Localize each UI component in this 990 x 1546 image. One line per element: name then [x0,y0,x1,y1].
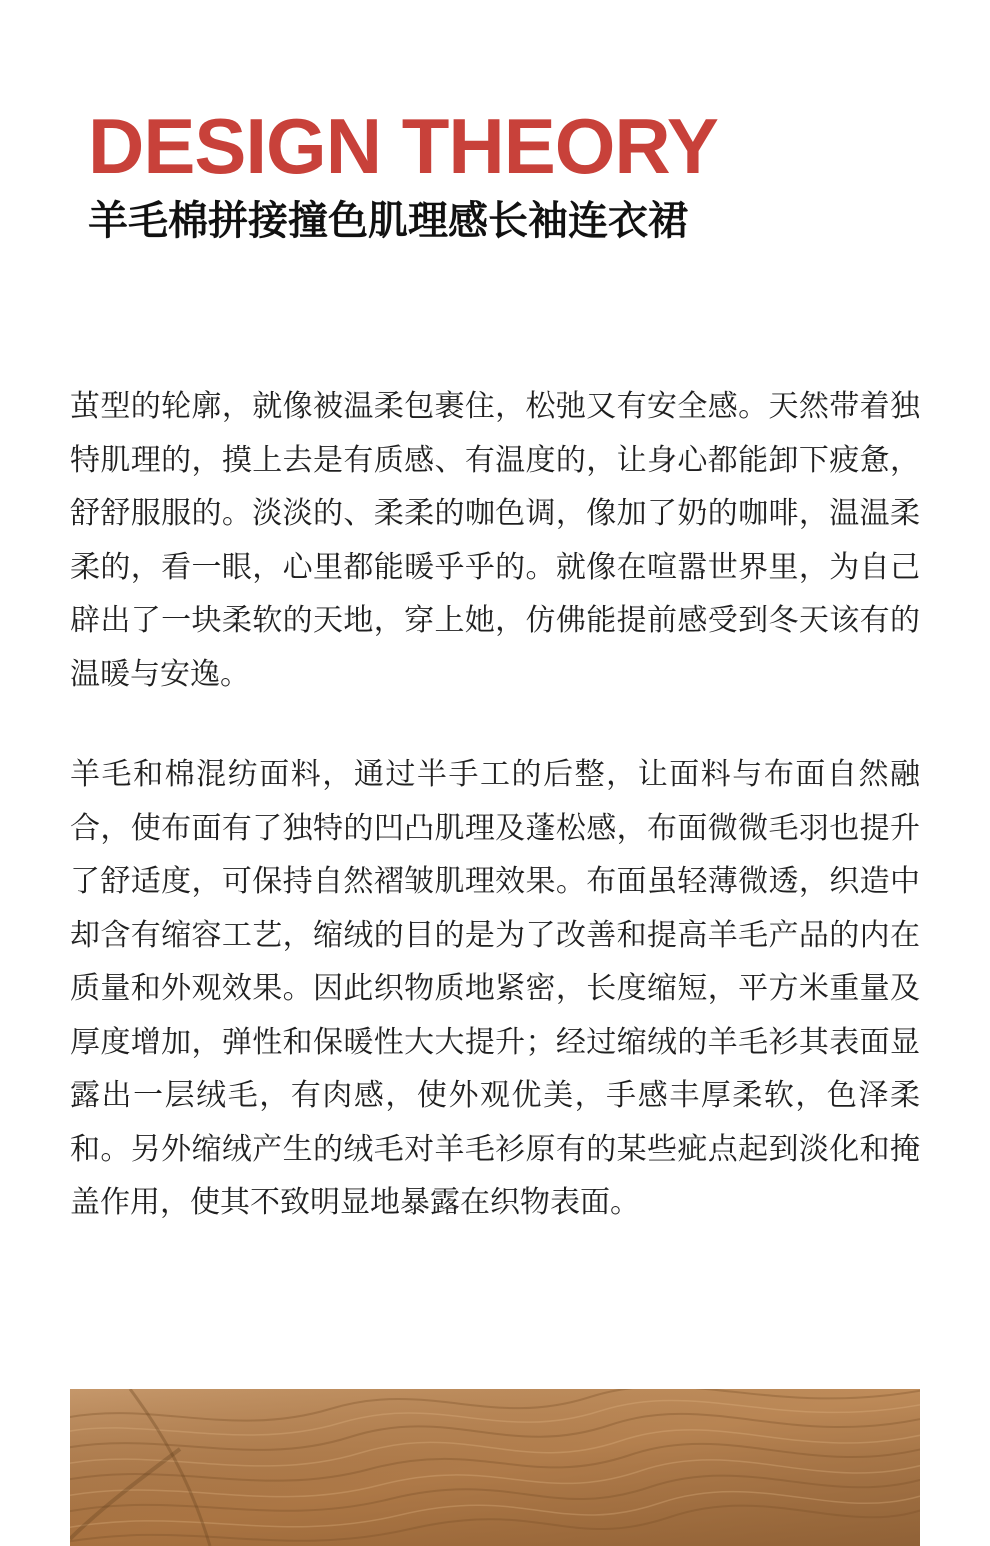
title-english: DESIGN THEORY [88,102,718,190]
description-paragraph-1: 茧型的轮廓，就像被温柔包裹住，松弛又有安全感。天然带着独特肌理的，摸上去是有质感、有温度的，让身心都能卸下疲惫，舒舒服服的。淡淡的、柔柔的咖色调，像加了奶的咖啡，温温柔柔的，看一眼，心里都能暖乎乎的。就像在喧嚣世界里，为自己辟出了一块柔软的天地，穿上她，仿佛能提前感受到冬天该有的温暖与安逸。 [70,389,920,692]
fabric-texture-graphic [70,1389,920,1546]
fabric-texture-image [70,1389,920,1546]
description-paragraph-2: 羊毛和棉混纺面料，通过半手工的后整，让面料与布面自然融合，使布面有了独特的凹凸肌理及蓬松感，布面微微毛羽也提升了舒适度，可保持自然褶皱肌理效果。布面虽轻薄微透，织造中却含有缩容工艺，缩绒的目的是为了改善和提高羊毛产品的内在质量和外观效果。因此织物质地紧密，长度缩短，平方米重量及厚度增加，弹性和保暖性大大提升；经过缩绒的羊毛衫其表面显露出一层绒毛，有肉感，使外观优美，手感丰厚柔软，色泽柔和。另外缩绒产生的绒毛对羊毛衫原有的某些疵点起到淡化和掩盖作用，使其不致明显地暴露在织物表面。 [70,757,920,1220]
title-chinese: 羊毛棉拼接撞色肌理感长袖连衣裙 [88,198,688,244]
header [88,104,968,246]
